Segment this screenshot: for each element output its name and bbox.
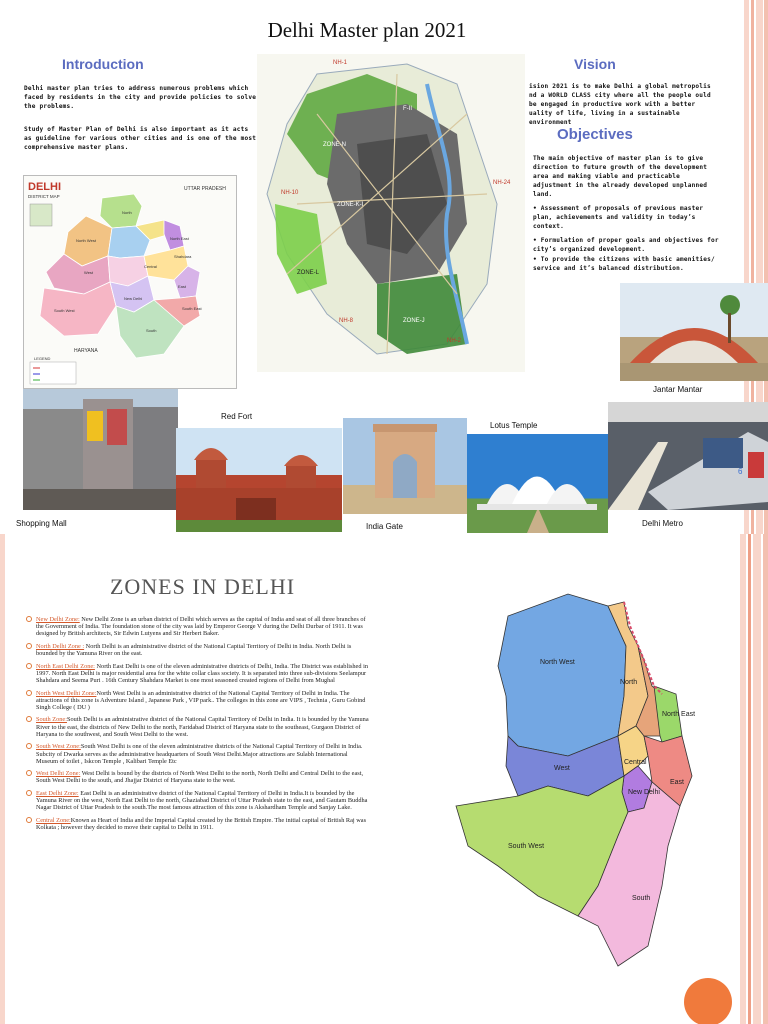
zone-name[interactable]: East Delhi Zone: (36, 789, 79, 797)
jantar-mantar-photo (620, 283, 768, 381)
zone-text: Known as Heart of India and the Imperial Capital created by the British Empire. The initial capital of British Raj was Kolkata ; however they decided to move their capital to Delhi in 1911. (36, 816, 367, 832)
mp-label-nh1: NH-1 (333, 60, 348, 66)
district-map-up-label: UTTAR PRADESH (184, 186, 226, 192)
zone-name[interactable]: North Delhi Zone : (36, 642, 85, 650)
svg-text:6: 6 (738, 467, 743, 476)
caption-lotus-temple: Lotus Temple (490, 421, 538, 430)
red-fort-photo (176, 428, 342, 532)
district-label-south-east: South East (182, 306, 202, 311)
zone-item-south-west (36, 743, 371, 765)
mp-label-nh10: NH-10 (281, 190, 299, 196)
zone-item-north (36, 643, 371, 657)
zone-text: East Delhi is an administrative district of the National Capital Territory of Delhi in India.It is bounded by the Yamuna River on the west, North East Delhi to the north, Ghaziabad District of Uttar Pradesh state to the east, and Gautam Buddha Nagar District of Uttar Pradesh to the south.The most famous attraction of this zone is Akshardham Temple and Sanjay Lake. (36, 789, 368, 812)
zone-item-north-east (36, 663, 371, 685)
zone-text: North Delhi is an administrative district of the National Capital Territory of Delhi in India. North Delhi is bounded by the Yamuna River on the east. (36, 642, 352, 658)
mp-label-zone-l: ZONE-L (297, 270, 320, 276)
district-label-north-east: North East (170, 236, 189, 241)
mp-label-nh24: NH-24 (493, 180, 511, 186)
zone-name[interactable]: South West Zone: (36, 743, 81, 751)
objectives-intro: The main objective of master plan is to give direction to future growth of the development area and making viable and practicable adjustment in the already developed unplanned land. (533, 155, 708, 198)
zone-map-label-new-delhi: New Delhi (628, 789, 660, 796)
mp-label-nh8: NH-8 (339, 318, 354, 324)
district-label-south-west: South West (54, 308, 75, 313)
zone-map-label-north: North (620, 679, 638, 686)
mp-label-zone-j: ZONE-J (403, 318, 425, 324)
zone-name[interactable]: North West Delhi Zone: (36, 689, 97, 697)
zone-text: South Delhi is an administrative district of the National Capital Territory of Delhi in India. It is bounded by the Yamuna River to the east, the districts of New Delhi to the north, Faridabad District of Haryana state to the southeast, Gurgaon District of Haryana to the southwest, and South West Delhi to the west. (36, 716, 369, 738)
caption-india-gate: India Gate (366, 522, 403, 531)
delhi-metro-photo (608, 402, 768, 510)
zone-text: South West Delhi is one of the eleven administrative districts of the National Capital Territory of Delhi in India. Subcity of Dwarka serves as the administrative headquarters of South West Delhi.Major attractions are Sulabh International Museum of toilet , Iskcon Temple , Kalibari Temple Etc (36, 743, 363, 765)
india-gate-photo (343, 418, 467, 514)
district-map-title: DELHI (28, 181, 61, 193)
zone-name[interactable]: Central Zone: (36, 816, 71, 824)
zone-map-label-north-east: North East (662, 711, 696, 718)
caption-red-fort: Red Fort (221, 412, 253, 421)
master-plan-zone-map (257, 54, 525, 372)
objectives-heading: Objectives (557, 126, 633, 143)
zone-item-east (36, 790, 371, 812)
district-map-legend-title: LEGEND (34, 356, 51, 361)
district-map-subtitle: DISTRICT MAP (28, 194, 60, 199)
vision-text: ision 2021 is to make Delhi a global metropolis nd a WORLD CLASS city where all the people ould be engaged in productive work with a better uality of life, living in a sustainable environment (529, 83, 711, 126)
mp-label-nh2: NH-2 (447, 338, 462, 344)
lotus-temple-photo (467, 434, 608, 533)
district-label-central: Central (144, 264, 157, 269)
zone-item-south (36, 716, 371, 738)
mp-label-zone-n: ZONE-N (323, 142, 346, 148)
introduction-para1: Delhi master plan tries to address numerous problems which faced by residents in the city and provide policies to solve the problems. (24, 85, 257, 110)
district-map-haryana-label: HARYANA (74, 348, 98, 354)
objectives-bullet-3: • To provide the citizens with basic amenities/ service and it’s balanced distribution. (533, 256, 715, 272)
district-label-east: East (178, 284, 187, 289)
zone-map-label-east: East (670, 779, 685, 786)
district-label-shahdara: Shahdara (174, 254, 192, 259)
zone-text: New Delhi Zone is an urban district of Delhi which serves as the capital of India and seat of all three branches of the Government of India. The foundation stone of the city was laid by Emperor George V during the Delhi Durbar of 1911. It was designed by British architects, Sir Edwin Lutyens and Sir Herbert Baker. (36, 616, 366, 638)
slide-zones (0, 534, 768, 1024)
zone-name[interactable]: West Delhi Zone: (36, 770, 81, 778)
zone-item-central (36, 817, 371, 831)
introduction-heading: Introduction (62, 56, 144, 72)
caption-delhi-metro: Delhi Metro (642, 519, 683, 528)
decorative-orange-circle (684, 978, 732, 1024)
zone-text: North West Delhi is an administrative district of the National Capital Territory of Delhi in India. The attractions of this zone is Adventure Island , Japanese Park , VIP park.. The colleges in this zone are VIPS , Technia , Guru Gobind Singh College ( DU ) (36, 689, 366, 711)
delhi-district-map (23, 175, 237, 389)
zone-item-new-delhi (36, 616, 371, 638)
zone-map-label-south-west: South West (508, 843, 545, 850)
zones-list (36, 616, 371, 837)
zone-text: West Delhi is bound by the districts of North West Delhi to the north, North Delhi and Central Delhi to the east, South West Delhi to the south, and Jhajjar District of Haryana state to the west. (36, 770, 364, 785)
objectives-bullet-1: • Assessment of proposals of previous master plan, achievements and validity in today’s context. (533, 205, 704, 230)
caption-shopping-mall: Shopping Mall (16, 519, 67, 528)
page-title: Delhi Master plan 2021 (267, 18, 467, 42)
district-label-north: North (122, 210, 132, 215)
zone-text: North East Delhi is one of the eleven administrative districts of Delhi, India. The District was established in 1997. North East Delhi is major residential area for the white collar class society. It is separated into three sub-divisions Seelampur Shahdara and Seema Puri . 16th Century Shahdara Market is one most seasoned created regions of Delhi from Mughal (36, 662, 368, 685)
zone-name[interactable]: North East Delhi Zone: (36, 662, 95, 670)
introduction-para2: Study of Master Plan of Delhi is also important as it acts as guideline for various other cities and is one of the most comprehensive master plans. (24, 126, 257, 151)
zone-item-west (36, 770, 371, 784)
zone-map-label-west: West (554, 765, 570, 772)
mp-label-zone-k1: ZONE-K-I (337, 202, 364, 208)
shopping-mall-photo (23, 389, 178, 510)
zone-map-label-north-west: North West (540, 659, 575, 666)
district-label-new-delhi: New Delhi (124, 296, 143, 301)
vision-heading: Vision (574, 56, 616, 72)
district-label-west: West (84, 270, 94, 275)
zones-map (448, 586, 730, 996)
zones-title: ZONES IN DELHI (109, 574, 296, 599)
objectives-bullet-2: • Formulation of proper goals and objectives for city’s organized development. (533, 237, 719, 253)
zone-map-label-south: South (632, 895, 651, 902)
district-label-south: South (146, 328, 157, 333)
zone-item-north-west (36, 690, 371, 712)
zone-name[interactable]: New Delhi Zone: (36, 616, 80, 623)
zone-name[interactable]: South Zone: (36, 716, 67, 724)
district-label-north-west: North West (76, 238, 96, 243)
zone-map-label-central: Central (624, 759, 647, 766)
mp-label-f2: F-II (403, 106, 412, 112)
caption-jantar-mantar: Jantar Mantar (653, 385, 703, 394)
